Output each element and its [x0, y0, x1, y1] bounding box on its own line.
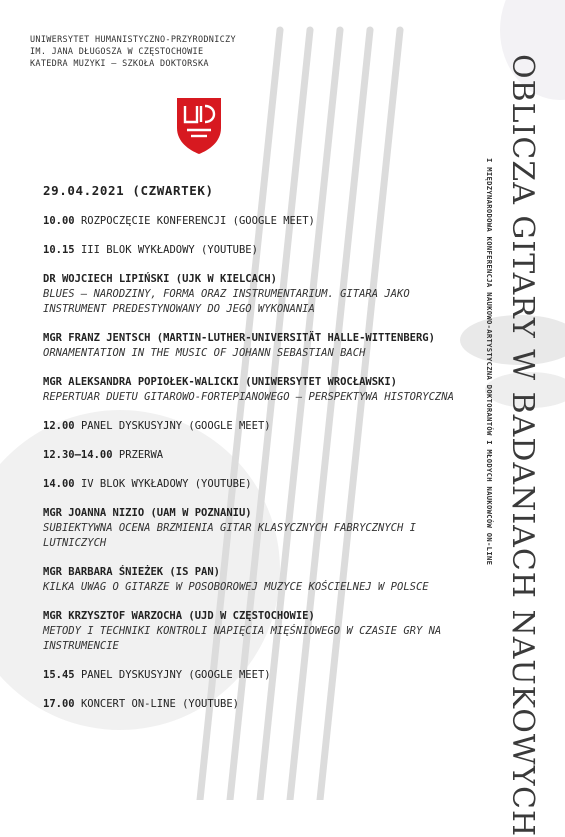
program-item	[43, 668, 473, 683]
program-lecture	[43, 506, 473, 551]
program-list	[43, 214, 473, 712]
item-text: PANEL DYSKUSYJNY (GOOGLE MEET)	[80, 420, 271, 432]
lecture-title: BLUES – NARODZINY, FORMA ORAZ INSTRUMENTARIUM. GITARA JAKO INSTRUMENT PREDESTYNOWANY DO JEGO WYKONANIA	[43, 288, 410, 315]
item-time: 10.00	[43, 215, 75, 227]
speaker-name: MGR FRANZ JENTSCH (MARTIN-LUTHER-UNIVERSITÄT HALLE-WITTENBERG)	[43, 332, 435, 344]
item-time: 17.00	[43, 698, 75, 710]
lecture-title: ORNAMENTATION IN THE MUSIC OF JOHANN SEBASTIAN BACH	[43, 347, 366, 359]
header-line: UNIWERSYTET HUMANISTYCZNO-PRZYRODNICZY	[30, 35, 236, 45]
program-item	[43, 419, 473, 434]
item-text: ROZPOCZĘCIE KONFERENCJI (GOOGLE MEET)	[80, 215, 315, 227]
item-time: 12.00	[43, 420, 75, 432]
lecture-title: METODY I TECHNIKI KONTROLI NAPIĘCIA MIĘŚNIOWEGO W CZASIE GRY NA INSTRUMENCIE	[43, 625, 442, 652]
speaker-name: MGR KRZYSZTOF WARZOCHA (UJD W CZĘSTOCHOWIE)	[43, 610, 315, 622]
program	[43, 183, 473, 726]
item-time: 12.30–14.00	[43, 449, 113, 461]
program-item	[43, 697, 473, 712]
speaker-name: MGR JOANNA NIZIO (UAM W POZNANIU)	[43, 507, 252, 519]
item-text: IV BLOK WYKŁADOWY (YOUTUBE)	[80, 478, 252, 490]
university-header	[30, 34, 236, 70]
lecture-title: KILKA UWAG O GITARZE W POSOBOROWEJ MUZYCE KOŚCIELNEJ W POLSCE	[43, 581, 429, 593]
conference-subtitle: I MIĘDZYNARODOWA KONFERENCJA NAUKOWO-ARTYSTYCZNA DOKTORANTÓW I MŁODYCH NAUKOWCÓW ON-LINE	[485, 158, 494, 566]
program-item	[43, 448, 473, 463]
item-time: 15.45	[43, 669, 75, 681]
item-text: KONCERT ON-LINE (YOUTUBE)	[80, 698, 239, 710]
header-line: IM. JANA DŁUGOSZA W CZĘSTOCHOWIE	[30, 47, 204, 57]
program-item	[43, 214, 473, 229]
item-text: PANEL DYSKUSYJNY (GOOGLE MEET)	[80, 669, 271, 681]
header-line: KATEDRA MUZYKI – SZKOŁA DOKTORSKA	[30, 59, 209, 69]
program-lecture	[43, 375, 473, 405]
program-item	[43, 243, 473, 258]
ujd-logo	[175, 96, 223, 156]
item-text: III BLOK WYKŁADOWY (YOUTUBE)	[80, 244, 258, 256]
speaker-name: MGR ALEKSANDRA POPIOŁEK-WALICKI (UNIWERSYTET WROCŁAWSKI)	[43, 376, 398, 388]
item-text: PRZERWA	[118, 449, 164, 461]
lecture-title: REPERTUAR DUETU GITAROWO-FORTEPIANOWEGO – PERSPEKTYWA HISTORYCZNA	[43, 391, 454, 403]
speaker-name: DR WOJCIECH LIPIŃSKI (UJK W KIELCACH)	[43, 273, 277, 285]
program-lecture	[43, 331, 473, 361]
conference-title: OBLICZA GITARY W BADANIACH NAUKOWYCH	[505, 54, 540, 837]
lecture-title: SUBIEKTYWNA OCENA BRZMIENIA GITAR KLASYCZNYCH FABRYCZNYCH I LUTNICZYCH	[43, 522, 416, 549]
item-time: 10.15	[43, 244, 75, 256]
program-lecture	[43, 609, 473, 654]
event-date: 29.04.2021 (CZWARTEK)	[43, 183, 214, 198]
speaker-name: MGR BARBARA ŚNIEŻEK (IS PAN)	[43, 566, 221, 578]
program-lecture	[43, 565, 473, 595]
item-time: 14.00	[43, 478, 75, 490]
program-lecture	[43, 272, 473, 317]
program-item	[43, 477, 473, 492]
